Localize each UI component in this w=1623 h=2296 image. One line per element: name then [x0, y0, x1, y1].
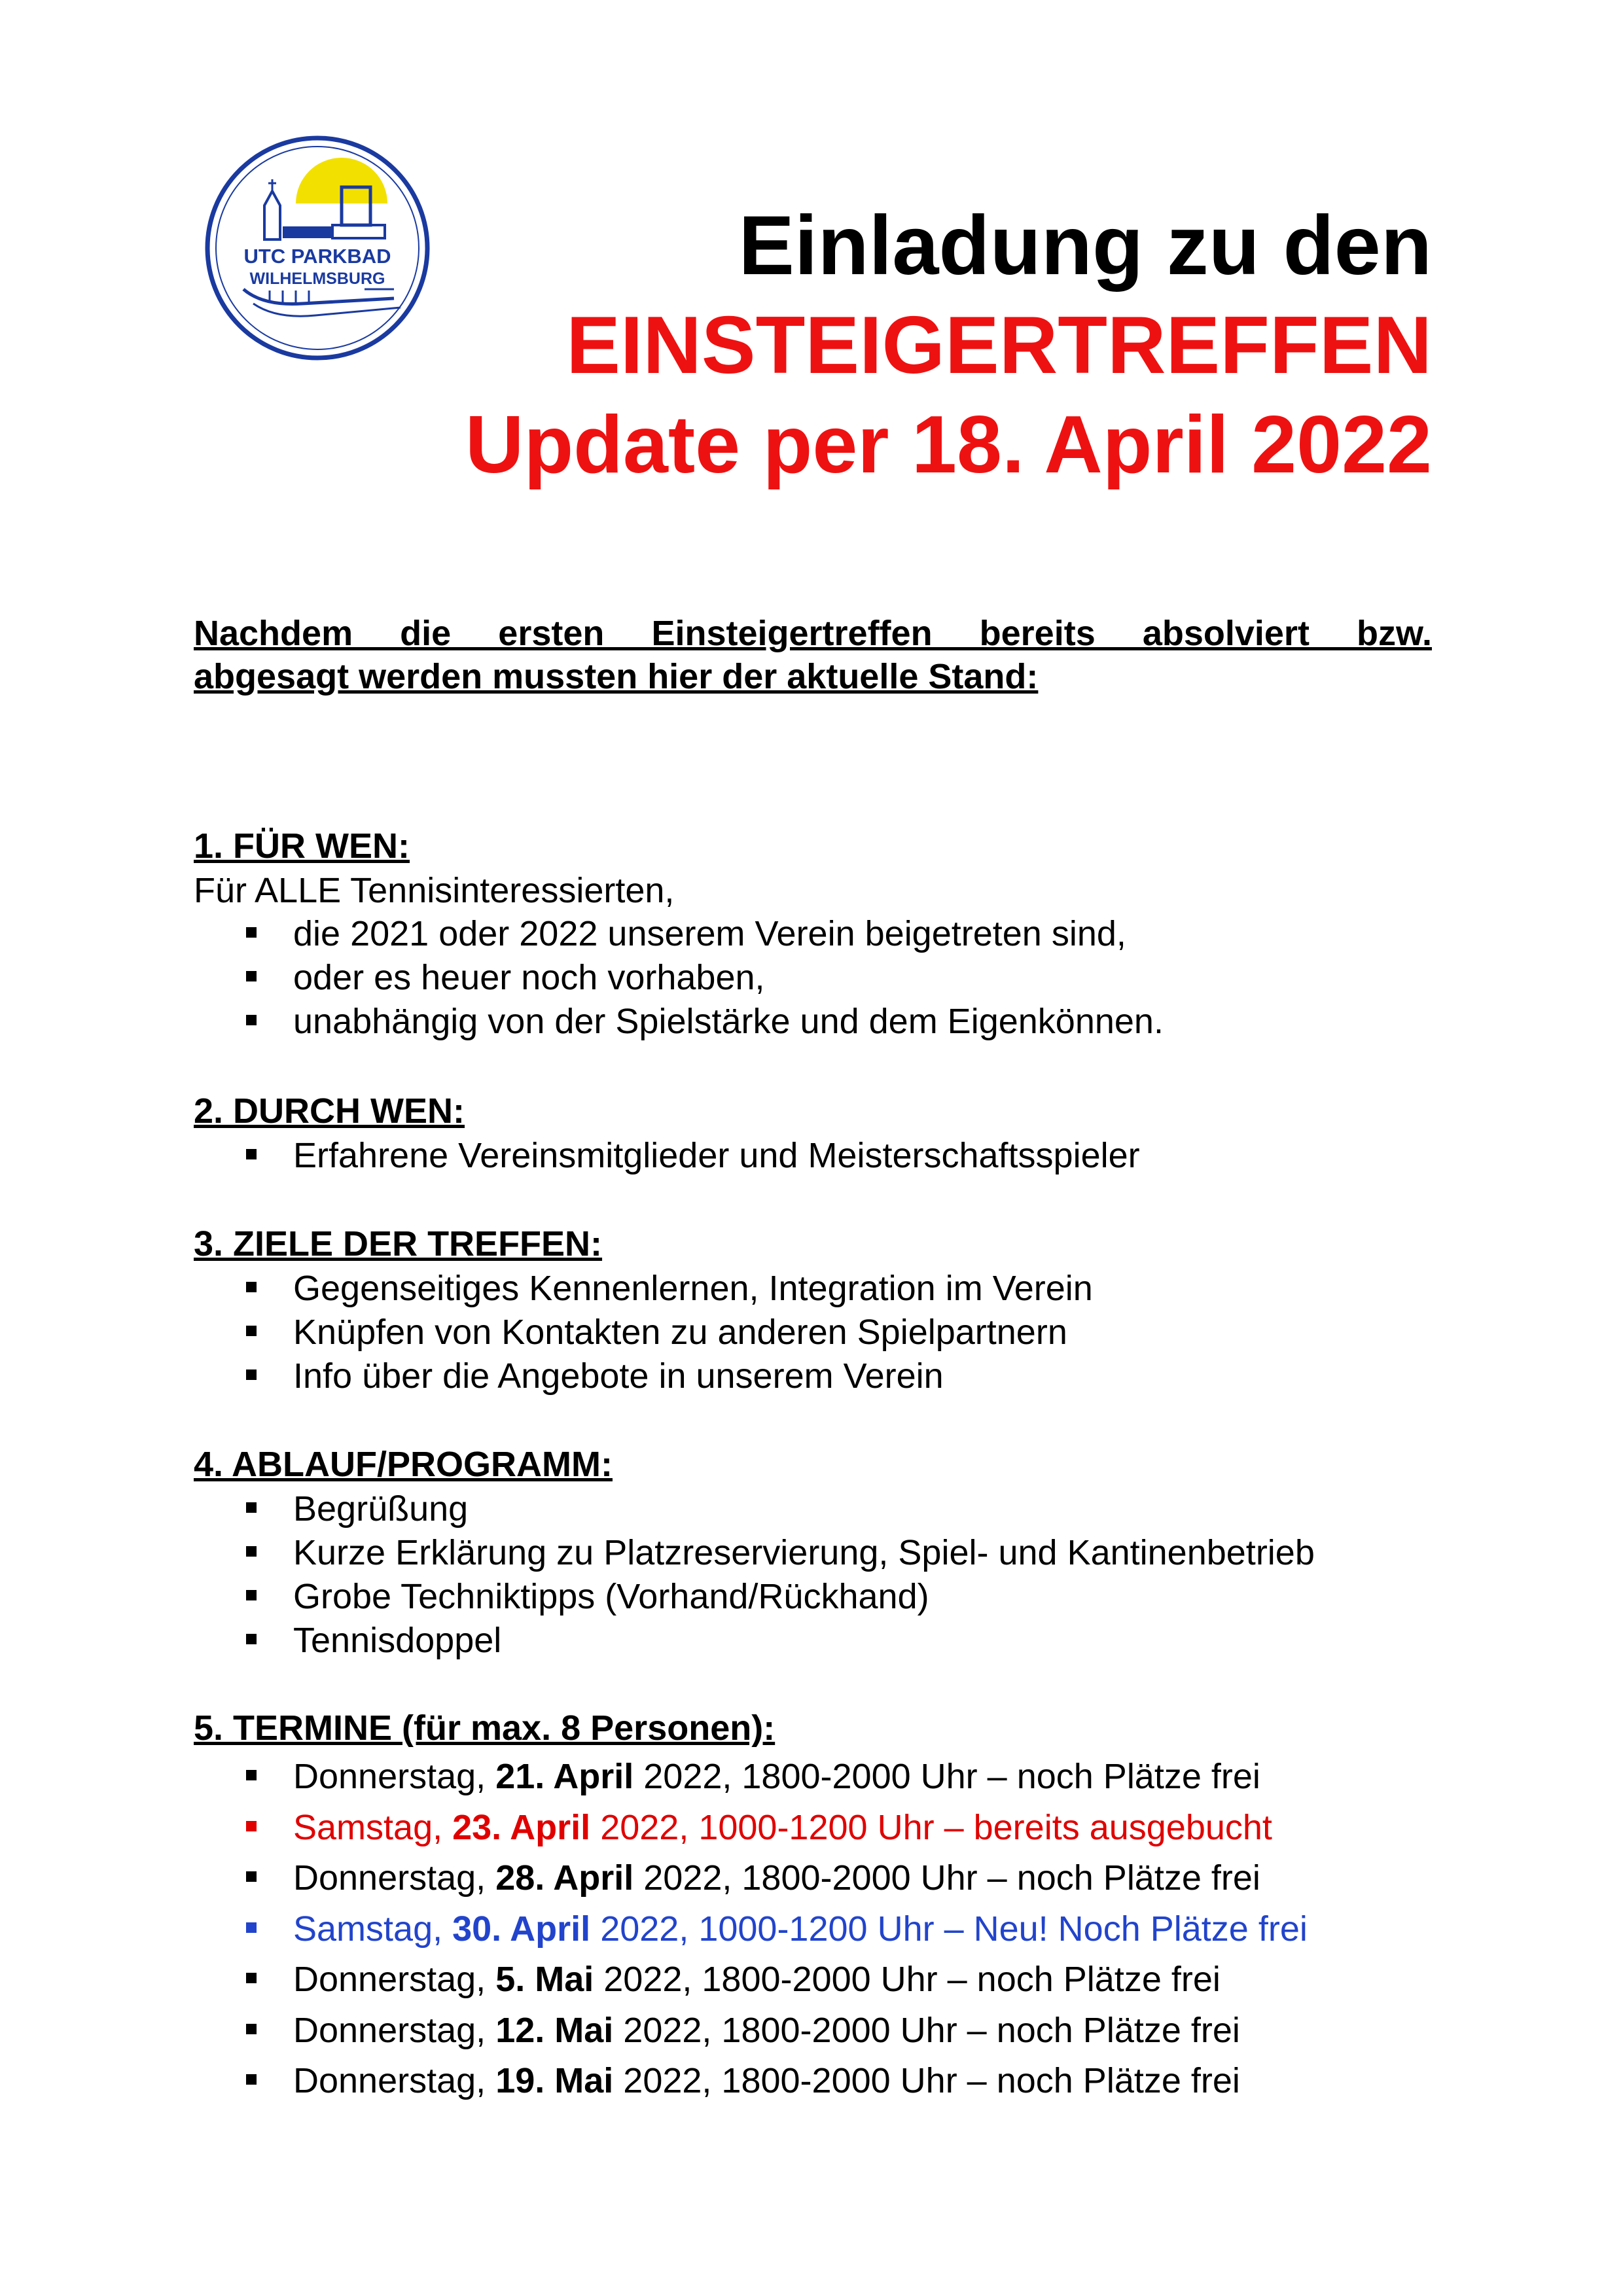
bullet-icon: [246, 2024, 257, 2034]
bullet-icon: [246, 1922, 257, 1933]
svg-text:WILHELMSBURG: WILHELMSBURG: [249, 270, 385, 288]
title-line-2: EINSTEIGERTREFFEN: [566, 300, 1432, 391]
section-goals: [194, 1222, 1437, 1398]
section-heading: 5. TERMINE (für max. 8 Personen):: [194, 1708, 776, 1748]
date-item-booked: Samstag, 23. April 2022, 1000-1200 Uhr – bereits ausgebucht: [194, 1802, 1437, 1853]
list-item: Info über die Angebote in unserem Verein: [194, 1354, 1437, 1398]
list-item: unabhängig von der Spielstärke und dem Eigenkönnen.: [194, 1000, 1437, 1044]
section-heading: 4. ABLAUF/PROGRAMM:: [194, 1445, 613, 1484]
date-item: Donnerstag, 19. Mai 2022, 1800-2000 Uhr – noch Plätze frei: [194, 2055, 1437, 2106]
date-item: Donnerstag, 5. Mai 2022, 1800-2000 Uhr – noch Plätze frei: [194, 1954, 1437, 2005]
section-dates: [194, 1706, 1437, 2106]
bullet-icon: [246, 1770, 257, 1780]
bullet-icon: [246, 1546, 257, 1557]
list-item: die 2021 oder 2022 unserem Verein beigetreten sind,: [194, 912, 1437, 956]
date-item-new: Samstag, 30. April 2022, 1000-1200 Uhr – Neu! Noch Plätze frei: [194, 1903, 1437, 1954]
section-heading: 1. FÜR WEN:: [194, 826, 410, 866]
section-program: [194, 1443, 1437, 1663]
bullet-icon: [246, 1590, 257, 1600]
bullet-icon: [246, 1502, 257, 1513]
bullet-icon: [246, 971, 257, 981]
intro-line-2: abgesagt werden mussten hier der aktuelle Stand:: [194, 657, 1039, 696]
title-line-3: Update per 18. April 2022: [465, 400, 1432, 490]
document-title: [465, 196, 1432, 495]
section-heading: 2. DURCH WEN:: [194, 1091, 465, 1131]
bullet-icon: [246, 1821, 257, 1831]
bullet-icon: [246, 1973, 257, 1983]
title-line-1: Einladung zu den: [738, 199, 1432, 292]
intro-line-1: Nachdem die ersten Einsteigertreffen bereits absolviert bzw.: [194, 614, 1432, 653]
intro-paragraph: [194, 612, 1432, 698]
section-for-whom: [194, 824, 1437, 1044]
section-lead: Für ALLE Tennisinteressierten,: [194, 871, 675, 910]
svg-text:UTC PARKBAD: UTC PARKBAD: [243, 245, 391, 268]
bullet-icon: [246, 1634, 257, 1644]
bullet-icon: [246, 1369, 257, 1380]
list-item: Erfahrene Vereinsmitglieder und Meisterschaftsspieler: [194, 1134, 1437, 1178]
list-item: oder es heuer noch vorhaben,: [194, 956, 1437, 1000]
date-item: Donnerstag, 21. April 2022, 1800-2000 Uhr – noch Plätze frei: [194, 1751, 1437, 1802]
bullet-icon: [246, 1015, 257, 1025]
list-item: Tennisdoppel: [194, 1619, 1437, 1663]
bullet-icon: [246, 1326, 257, 1336]
date-item: Donnerstag, 28. April 2022, 1800-2000 Uhr – noch Plätze frei: [194, 1852, 1437, 1903]
list-item: Gegenseitiges Kennenlernen, Integration im Verein: [194, 1267, 1437, 1311]
list-item: Begrüßung: [194, 1487, 1437, 1531]
list-item: Knüpfen von Kontakten zu anderen Spielpartnern: [194, 1311, 1437, 1354]
list-item: Grobe Techniktipps (Vorhand/Rückhand): [194, 1575, 1437, 1619]
list-item: Kurze Erklärung zu Platzreservierung, Spiel- und Kantinenbetrieb: [194, 1531, 1437, 1575]
club-logo: [204, 135, 431, 361]
bullet-icon: [246, 927, 257, 938]
section-by-whom: [194, 1089, 1437, 1178]
bullet-icon: [246, 1149, 257, 1159]
bullet-icon: [246, 1871, 257, 1882]
date-item: Donnerstag, 12. Mai 2022, 1800-2000 Uhr – noch Plätze frei: [194, 2005, 1437, 2056]
section-heading: 3. ZIELE DER TREFFEN:: [194, 1224, 603, 1263]
bullet-icon: [246, 2074, 257, 2085]
bullet-icon: [246, 1282, 257, 1292]
